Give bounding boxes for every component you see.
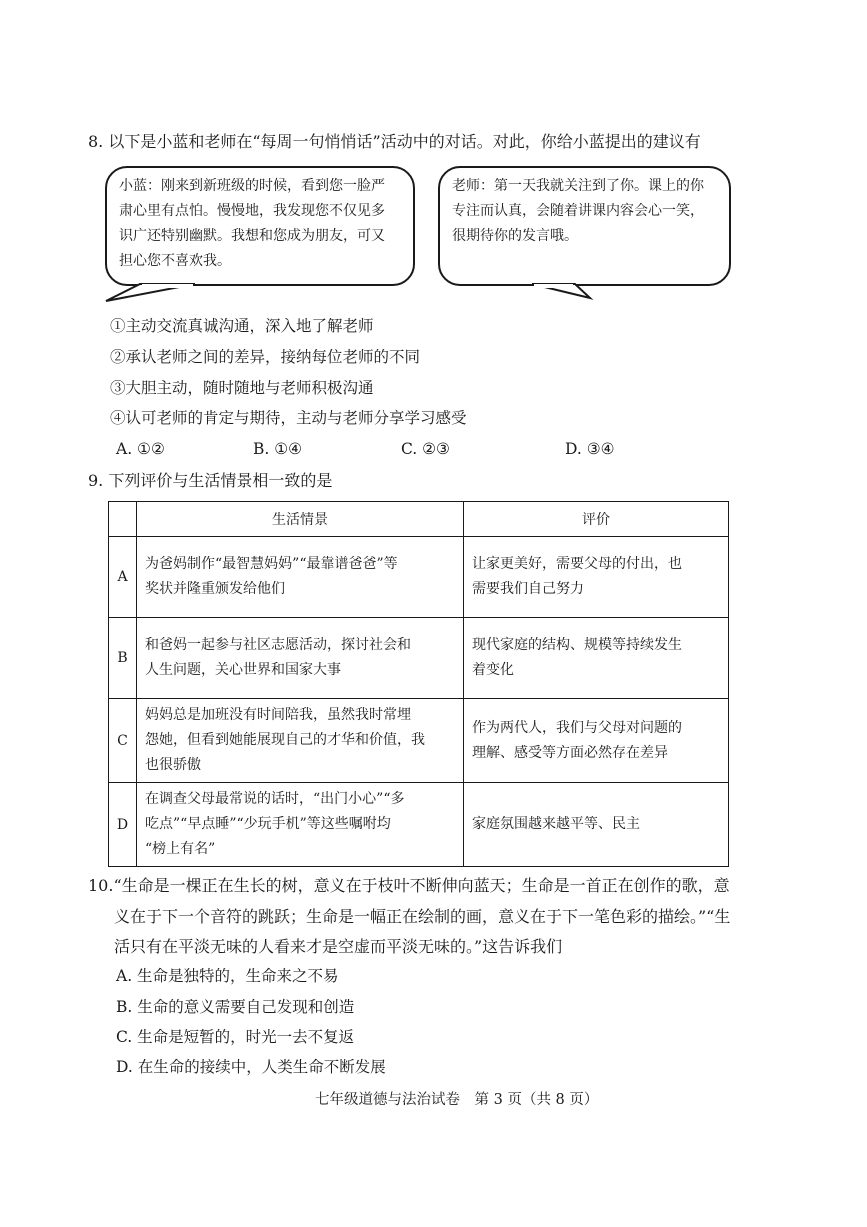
q10-stem-line-1: 10.“生命是一棵正在生长的树，意义在于枝叶不断伸向蓝天；生命是一首正在创作的歌，意 bbox=[88, 876, 730, 895]
row-label: B bbox=[109, 618, 137, 699]
q10-choice-c: C. 生命是短暂的，时光一去不复返 bbox=[116, 1028, 355, 1046]
q10-stem-line-3: 活只有在平淡无味的人看来才是空虚而平淡无味的。”这告诉我们 bbox=[114, 937, 563, 956]
table-row bbox=[109, 783, 729, 867]
scene-line: 为爸妈制作“最智慧妈妈”“最靠谱爸爸”等 bbox=[145, 556, 398, 572]
table-row bbox=[109, 537, 729, 618]
teacher-bubble-line: 老师：第一天我就关注到了你。课上的你 bbox=[452, 178, 704, 194]
teacher-bubble-line: 专注而认真，会随着讲课内容会心一笑， bbox=[452, 203, 704, 219]
row-label: A bbox=[109, 537, 137, 618]
evaluation-cell bbox=[464, 699, 729, 783]
table-row bbox=[109, 618, 729, 699]
q10-choice-b: B. 生命的意义需要自己发现和创造 bbox=[116, 998, 355, 1016]
table-header-blank bbox=[109, 502, 137, 537]
q10-choice-d: D. 在生命的接续中，人类生命不断发展 bbox=[116, 1058, 386, 1076]
scene-line: “榜上有名” bbox=[145, 841, 216, 857]
q8-choice-a: A. ①② bbox=[116, 440, 165, 458]
evaluation-cell bbox=[464, 537, 729, 618]
scene-line: 吃点”“早点睡”“少玩手机”等这些嘱咐均 bbox=[145, 816, 391, 832]
q8-statement-4: ④认可老师的肯定与期待，主动与老师分享学习感受 bbox=[110, 409, 467, 427]
q8-choice-b: B. ①④ bbox=[253, 440, 303, 458]
evaluation-cell bbox=[464, 783, 729, 867]
evaluation-line: 家庭氛围越来越平等、民主 bbox=[472, 816, 640, 832]
q8-stem: 8. 以下是小蓝和老师在“每周一句悄悄话”活动中的对话。对此，你给小蓝提出的建议有 bbox=[88, 132, 701, 151]
table-header-scene: 生活情景 bbox=[137, 502, 464, 537]
evaluation-line: 着变化 bbox=[472, 662, 514, 678]
scene-line: 在调查父母最常说的话时，“出门小心”“多 bbox=[145, 791, 405, 807]
q8-statement-2: ②承认老师之间的差异，接纳每位老师的不同 bbox=[110, 348, 421, 366]
scene-line: 妈妈总是加班没有时间陪我，虽然我时常埋 bbox=[145, 707, 411, 723]
scene-line: 怨她，但看到她能展现自己的才华和价值，我 bbox=[145, 732, 425, 748]
page-footer: 七年级道德与法治试卷 第 3 页（共 8 页） bbox=[315, 1092, 599, 1108]
q8-choice-c: C. ②③ bbox=[401, 440, 450, 458]
student-bubble-line: 肃心里有点怕。慢慢地，我发现您不仅见多 bbox=[119, 203, 385, 219]
table-header-row bbox=[109, 502, 729, 537]
q8-statement-3: ③大胆主动，随时随地与老师积极沟通 bbox=[110, 379, 374, 397]
evaluation-line: 现代家庭的结构、规模等持续发生 bbox=[472, 637, 682, 653]
evaluation-cell bbox=[464, 618, 729, 699]
scene-cell bbox=[137, 618, 464, 699]
scene-line: 人生问题，关心世界和国家大事 bbox=[145, 662, 341, 678]
student-bubble-line: 小蓝：刚来到新班级的时候，看到您一脸严 bbox=[119, 178, 385, 194]
scene-line: 奖状并隆重颁发给他们 bbox=[145, 581, 285, 597]
table-row bbox=[109, 699, 729, 783]
row-label: C bbox=[109, 699, 137, 783]
scene-cell bbox=[137, 783, 464, 867]
evaluation-line: 作为两代人，我们与父母对问题的 bbox=[472, 719, 682, 736]
q9-table bbox=[108, 501, 729, 867]
student-bubble-line: 担心您不喜欢我。 bbox=[119, 253, 231, 269]
scene-cell bbox=[137, 699, 464, 783]
scene-cell bbox=[137, 537, 464, 618]
q9-stem: 9. 下列评价与生活情景相一致的是 bbox=[88, 471, 333, 490]
student-speech-bubble bbox=[105, 166, 415, 286]
scene-line: 也很骄傲 bbox=[145, 757, 201, 773]
table-header-evaluation: 评价 bbox=[464, 502, 729, 537]
teacher-bubble-tail bbox=[530, 280, 600, 302]
teacher-speech-bubble bbox=[438, 166, 731, 286]
scene-line: 和爸妈一起参与社区志愿活动，探讨社会和 bbox=[145, 637, 411, 653]
q8-statement-1: ①主动交流真诚沟通，深入地了解老师 bbox=[110, 317, 374, 335]
q10-choice-a: A. 生命是独特的，生命来之不易 bbox=[116, 967, 339, 985]
student-bubble-tail bbox=[100, 280, 210, 306]
teacher-bubble-line: 很期待你的发言哦。 bbox=[452, 228, 578, 244]
row-label: D bbox=[109, 783, 137, 867]
q8-choice-d: D. ③④ bbox=[565, 440, 615, 458]
q10-stem-line-2: 义在于下一个音符的跳跃；生命是一幅正在绘制的画，意义在于下一笔色彩的描绘。”“生 bbox=[114, 907, 731, 926]
evaluation-line: 理解、感受等方面必然存在差异 bbox=[472, 744, 668, 761]
evaluation-line: 需要我们自己努力 bbox=[472, 581, 584, 597]
evaluation-line: 让家更美好，需要父母的付出，也 bbox=[472, 556, 682, 572]
student-bubble-line: 识广还特别幽默。我想和您成为朋友，可又 bbox=[119, 228, 385, 244]
